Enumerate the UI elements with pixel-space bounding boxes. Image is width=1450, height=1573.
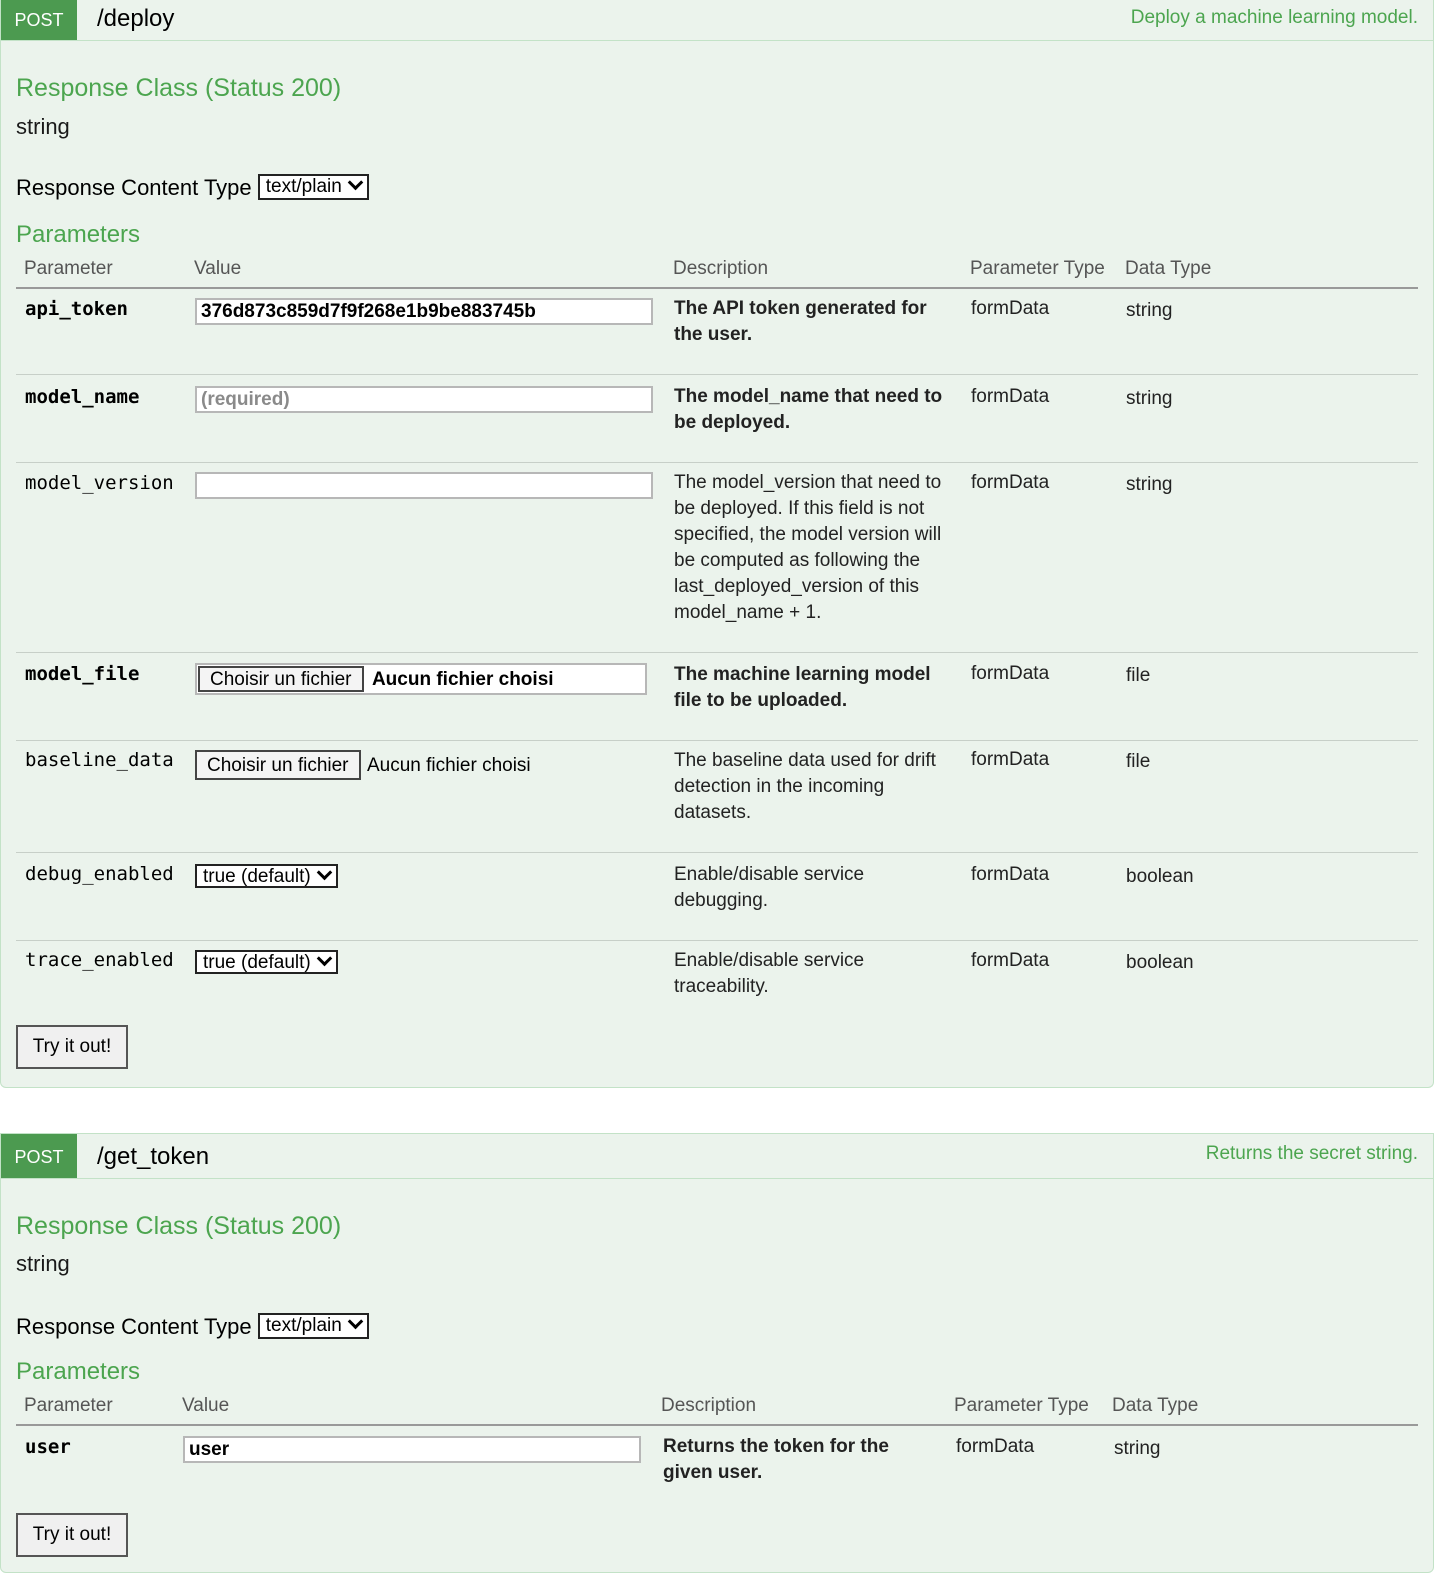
param-type: formData <box>971 749 1050 770</box>
chevron-down-icon <box>316 865 332 881</box>
param-description: The model_name that need to be deployed. <box>674 386 943 433</box>
data-type: boolean <box>1126 866 1194 887</box>
param-description: The API token generated for the user. <box>674 298 927 345</box>
select-value: text/plain <box>265 1315 342 1337</box>
response-content-type-label: Response Content Type <box>16 175 252 200</box>
row-divider <box>16 462 1418 463</box>
param-type: formData <box>971 864 1050 885</box>
param-name: model_name <box>25 386 140 408</box>
data-type: file <box>1126 665 1151 686</box>
param-name: baseline_data <box>25 749 174 771</box>
http-method-badge[interactable]: POST <box>1 1134 77 1178</box>
param-type: formData <box>971 950 1050 971</box>
operation-get-token <box>0 1133 1434 1573</box>
try-it-out-button[interactable]: Try it out! <box>16 1025 128 1069</box>
select-value: text/plain <box>265 176 342 198</box>
col-header-parameter: Parameter <box>24 258 113 279</box>
param-type: formData <box>971 386 1050 407</box>
try-it-out-button[interactable]: Try it out! <box>16 1513 128 1557</box>
col-header-description: Description <box>661 1395 757 1416</box>
chevron-down-icon <box>316 951 332 967</box>
response-content-type-label: Response Content Type <box>16 1314 252 1339</box>
data-type: string <box>1114 1438 1161 1459</box>
param-description: The machine learning model file to be uploaded. <box>674 664 931 711</box>
col-header-parameter-type: Parameter Type <box>954 1395 1089 1416</box>
endpoint-summary[interactable]: Deploy a machine learning model. <box>1130 7 1418 28</box>
operation-header[interactable] <box>1 0 1433 41</box>
chevron-down-icon <box>348 175 364 191</box>
debug-enabled-select[interactable] <box>195 864 338 888</box>
http-method-badge[interactable]: POST <box>1 0 77 40</box>
header-divider <box>16 287 1418 289</box>
response-class-title: Response Class (Status 200) <box>16 1212 342 1240</box>
col-header-parameter: Parameter <box>24 1395 113 1416</box>
select-value: true (default) <box>203 866 311 887</box>
chevron-down-icon <box>348 1314 364 1330</box>
trace-enabled-select[interactable] <box>195 950 338 974</box>
api-token-input[interactable]: 376d873c859d7f9f268e1b9be883745b <box>195 298 653 325</box>
select-value: true (default) <box>203 952 311 973</box>
model-file-input[interactable] <box>195 663 647 695</box>
model-name-input[interactable] <box>195 386 653 413</box>
row-divider <box>16 740 1418 741</box>
param-type: formData <box>956 1436 1035 1457</box>
parameters-title: Parameters <box>16 221 141 248</box>
col-header-value: Value <box>182 1395 230 1416</box>
col-header-value: Value <box>194 258 242 279</box>
parameters-title: Parameters <box>16 1358 141 1385</box>
row-divider <box>16 852 1418 853</box>
col-header-parameter-type: Parameter Type <box>970 258 1105 279</box>
param-type: formData <box>971 298 1050 319</box>
param-description: Enable/disable service traceability. <box>674 950 865 997</box>
data-type: string <box>1126 300 1173 321</box>
response-content-type-select[interactable] <box>258 1313 369 1339</box>
param-name: user <box>25 1436 71 1458</box>
response-content-type <box>16 1314 369 1341</box>
data-type: string <box>1126 388 1173 409</box>
file-status: Aucun fichier choisi <box>371 669 554 690</box>
response-class-type: string <box>16 114 70 139</box>
header-divider <box>16 1424 1418 1426</box>
user-input[interactable]: user <box>183 1436 641 1463</box>
col-header-description: Description <box>673 258 769 279</box>
param-type: formData <box>971 472 1050 493</box>
param-description: The model_version that need to be deployed. If this field is not specified, the model version will be computed as following the last_deployed_version of this model_name + 1. <box>674 472 942 623</box>
col-header-data-type: Data Type <box>1112 1395 1199 1416</box>
choose-file-button[interactable]: Choisir un fichier <box>198 666 364 692</box>
model-version-input[interactable] <box>195 472 653 499</box>
param-description: Enable/disable service debugging. <box>674 864 865 911</box>
row-divider <box>16 652 1418 653</box>
param-description: Returns the token for the given user. <box>663 1436 889 1483</box>
response-content-type <box>16 175 369 202</box>
param-type: formData <box>971 663 1050 684</box>
param-name: api_token <box>25 298 128 320</box>
param-description: The baseline data used for drift detection in the incoming datasets. <box>674 750 936 823</box>
data-type: string <box>1126 474 1173 495</box>
endpoint-path[interactable]: /get_token <box>97 1143 210 1170</box>
file-status: Aucun fichier choisi <box>366 755 531 776</box>
data-type: file <box>1126 751 1151 772</box>
col-header-data-type: Data Type <box>1125 258 1212 279</box>
response-content-type-select[interactable] <box>258 174 369 200</box>
param-name: trace_enabled <box>25 949 174 971</box>
row-divider <box>16 940 1418 941</box>
param-name: model_version <box>25 472 174 494</box>
endpoint-path[interactable]: /deploy <box>97 5 175 32</box>
choose-file-button[interactable]: Choisir un fichier <box>195 750 361 780</box>
response-class-title: Response Class (Status 200) <box>16 74 342 102</box>
endpoint-summary[interactable]: Returns the secret string. <box>1205 1143 1418 1164</box>
data-type: boolean <box>1126 952 1194 973</box>
operation-header[interactable] <box>1 1134 1433 1179</box>
param-name: debug_enabled <box>25 863 174 885</box>
response-class-type: string <box>16 1251 70 1276</box>
baseline-data-input[interactable] <box>195 750 531 780</box>
model-name-placeholder: (required) <box>201 389 290 410</box>
param-name: model_file <box>25 663 140 685</box>
row-divider <box>16 374 1418 375</box>
